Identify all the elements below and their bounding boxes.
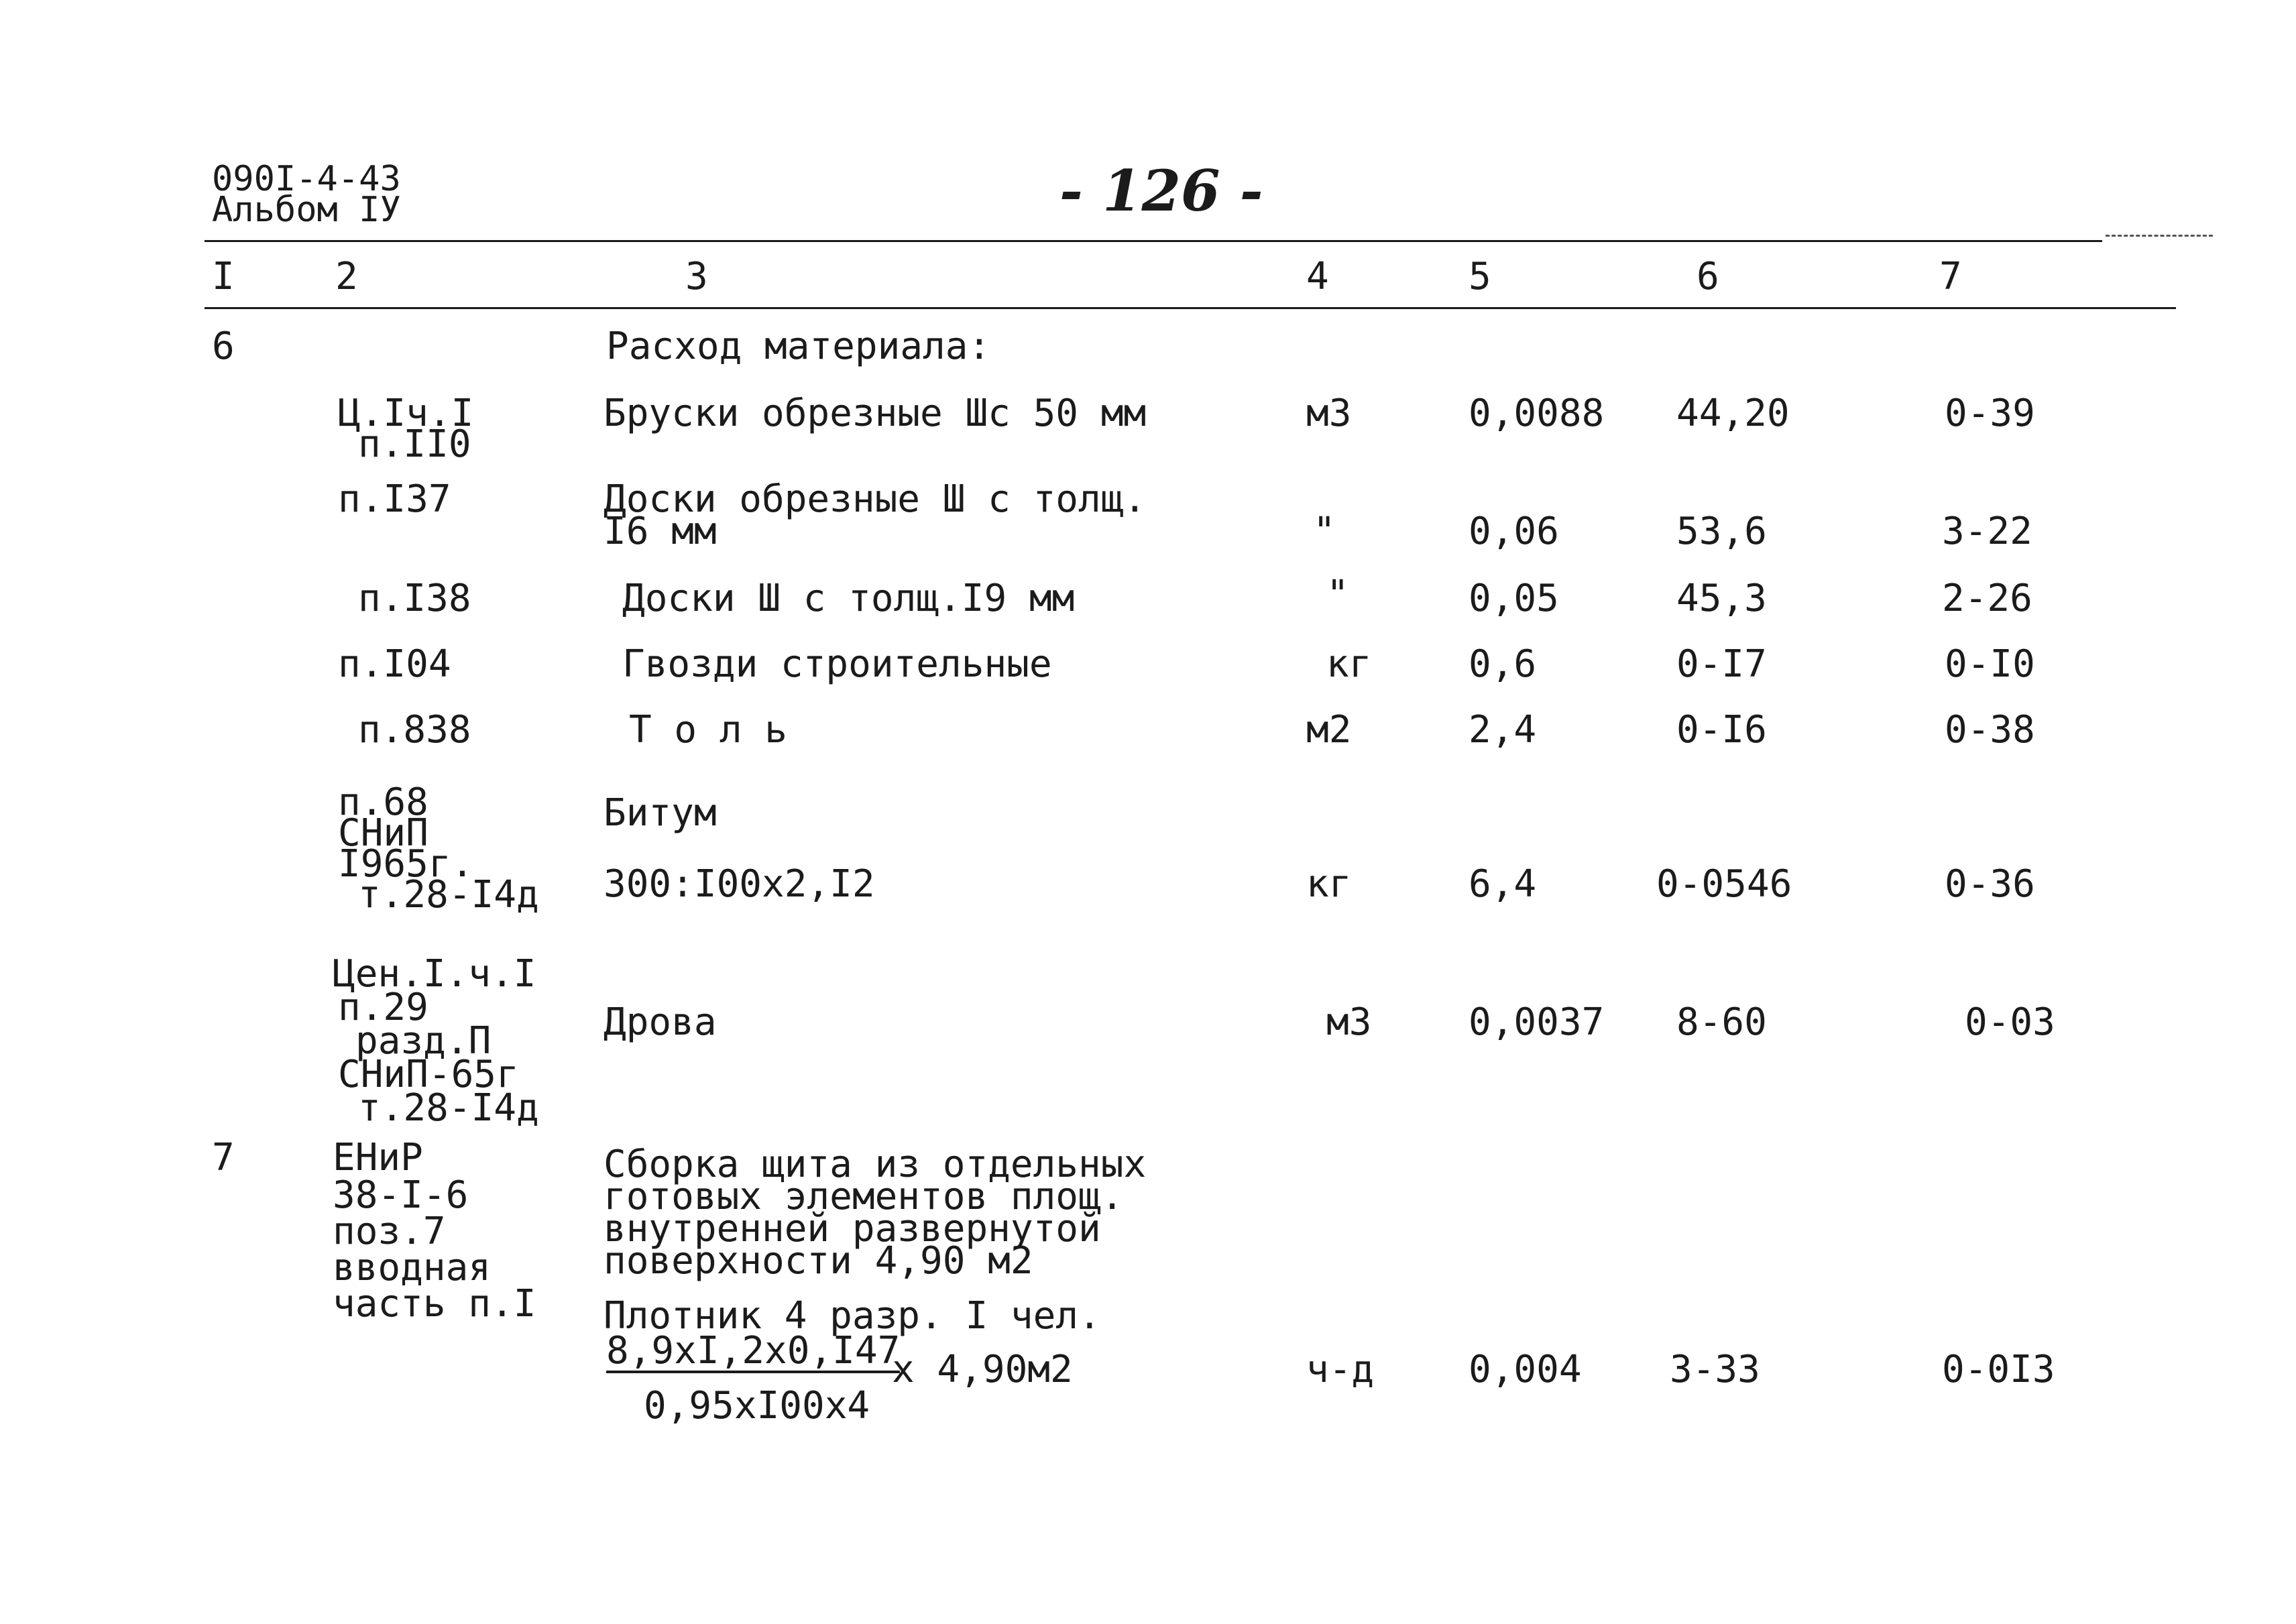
quantity-cell: 0,6	[1469, 642, 1537, 686]
unit-cell: м3	[1326, 1000, 1372, 1044]
column-number-2: 2	[335, 255, 358, 298]
column-number-7: 7	[1939, 255, 1962, 298]
reference-line: СНиП-65г	[338, 1053, 519, 1096]
column-number-1: I	[212, 255, 235, 298]
reference-line: Цен.I.ч.I	[333, 952, 536, 996]
material-name: Т о л ь	[629, 708, 788, 752]
quantity-cell: 0,004	[1469, 1348, 1582, 1391]
cost-cell: 2-26	[1942, 577, 2032, 620]
formula-denominator: 0,95xI00x4	[644, 1384, 870, 1428]
reference-line: т.28-I4д	[358, 1086, 539, 1130]
quantity-cell: 6,4	[1469, 862, 1537, 906]
quantity-cell: 2,4	[1469, 708, 1537, 752]
reference-line: п.68	[338, 780, 428, 824]
price-cell: 0-I6	[1676, 708, 1767, 752]
reference-line: т.28-I4д	[358, 873, 539, 917]
price-cell: 3-33	[1670, 1348, 1760, 1391]
material-name: Дрова	[604, 1000, 717, 1044]
reference-line: п.II0	[358, 422, 471, 466]
material-name: Битум	[604, 791, 717, 835]
reference-line: п.I04	[338, 642, 451, 686]
material-name: Гвозди строительные	[622, 642, 1052, 686]
price-cell: 8-60	[1676, 1000, 1767, 1044]
reference-line: I965г.	[338, 842, 474, 886]
unit-cell: кг	[1306, 862, 1352, 906]
reference-line: п.29	[338, 986, 428, 1029]
column-number-6: 6	[1697, 255, 1719, 298]
document-code: 090I-4-43	[212, 159, 401, 199]
formula-multiplier: x 4,90м2	[892, 1348, 1073, 1391]
quantity-cell: 0,0088	[1469, 392, 1605, 435]
header-top-rule	[205, 240, 2102, 242]
material-name: Доски Ш с толщ.I9 мм	[622, 577, 1075, 620]
column-header-rule	[205, 307, 2176, 309]
cost-cell: 0-39	[1945, 392, 2035, 435]
album-label: Альбом IУ	[212, 190, 401, 230]
column-number-5: 5	[1469, 255, 1491, 298]
quantity-cell: 0,0037	[1469, 1000, 1605, 1044]
reference-line: п.I38	[358, 577, 471, 620]
cost-cell: 0-0I3	[1942, 1348, 2055, 1391]
quantity-cell: 0,06	[1469, 510, 1559, 553]
formula-numerator: 8,9xI,2x0,I47	[606, 1329, 901, 1373]
unit-cell: кг	[1326, 642, 1372, 686]
cost-cell: 3-22	[1942, 510, 2032, 553]
column-number-4: 4	[1306, 255, 1329, 298]
reference-line: Ц.Iч.I	[338, 392, 474, 435]
price-cell: 45,3	[1676, 577, 1767, 620]
price-cell: 0-I7	[1676, 642, 1767, 686]
reference-line: п.838	[358, 708, 471, 752]
material-formula: 300:I00x2,I2	[604, 862, 875, 906]
work-description: внутренней развернутой	[604, 1207, 1101, 1251]
reference-line: поз.7	[333, 1210, 446, 1253]
labor-description: Плотник 4 разр. I чел.	[604, 1294, 1101, 1338]
cost-cell: 0-38	[1945, 708, 2035, 752]
unit-cell: м3	[1306, 392, 1352, 435]
material-name: Бруски обрезные Шс 50 мм	[604, 392, 1147, 435]
material-name: Доски обрезные Ш с толщ.	[604, 477, 1147, 521]
cost-cell: 0-03	[1965, 1000, 2055, 1044]
unit-cell: "	[1313, 510, 1336, 553]
row-number: 6	[212, 325, 235, 368]
page-number: - 126 -	[1059, 158, 1263, 224]
reference-line: СНиП	[338, 811, 428, 855]
work-description: Сборка щита из отдельных	[604, 1143, 1147, 1186]
reference-line: вводная	[333, 1246, 492, 1289]
unit-cell: "	[1326, 573, 1349, 616]
row-number: 7	[212, 1136, 235, 1179]
quantity-cell: 0,05	[1469, 577, 1559, 620]
price-cell: 53,6	[1676, 510, 1767, 553]
unit-cell: ч-д	[1306, 1348, 1375, 1391]
unit-cell: м2	[1306, 708, 1352, 752]
header-top-rule-tail	[2106, 235, 2213, 237]
work-description: готовых элементов площ.	[604, 1175, 1124, 1218]
reference-line: разд.П	[355, 1019, 492, 1063]
cost-cell: 0-36	[1945, 862, 2035, 906]
work-description: поверхности 4,90 м2	[604, 1239, 1033, 1283]
reference-line: ЕНиР	[333, 1136, 423, 1179]
reference-line: часть п.I	[333, 1282, 536, 1326]
cost-cell: 0-I0	[1945, 642, 2035, 686]
reference-line: 38-I-6	[333, 1173, 469, 1217]
price-cell: 0-0546	[1656, 862, 1792, 906]
column-number-3: 3	[685, 255, 708, 298]
reference-line: п.I37	[338, 477, 451, 521]
price-cell: 44,20	[1676, 392, 1790, 435]
material-name: I6 мм	[604, 510, 717, 553]
section-title: Расход материала:	[606, 325, 991, 368]
